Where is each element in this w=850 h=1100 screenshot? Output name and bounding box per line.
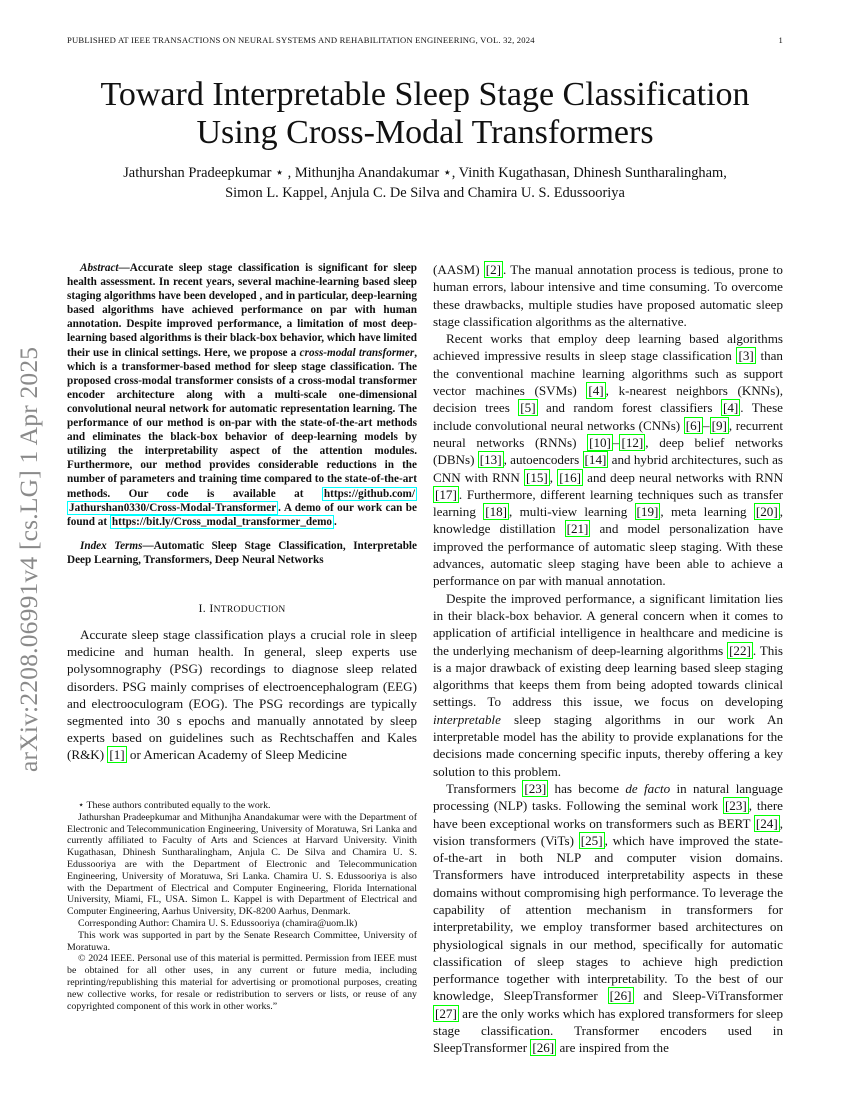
- paragraph-text: and Sleep-ViTransformer: [633, 988, 784, 1004]
- emphasis-text: interpretable: [433, 711, 501, 727]
- citation-link[interactable]: [14]: [584, 452, 607, 468]
- paragraph-text: , which have improved the state-of-the-art in both NLP and computer vision domains. Transformers have introduced interpretability aspects in these domains without compromising high performance. To leverage the capability of attention mechanism in transformers for interpretability, we employ transformer based architectures on physiological signals in our method, specifically for automatic classification of sleep stages to achieve high prediction performance together with interpretability. To the best of our knowledge, SleepTransformer: [433, 832, 783, 1004]
- paragraph-text: , knowledge distillation: [433, 504, 783, 537]
- paragraph-text: . This is a major drawback of existing deep learning based sleep staging algorithms that keeps them from being adopted towards clinical settings. To address this issue, we focus on developing: [433, 642, 784, 710]
- footnote-copyright: © 2024 IEEE. Personal use of this material is permitted. Permission from IEEE must be obtained for all other uses, in any current or future media, including reprinting/republishing this material for advertising or promotional purposes, creating new collective works, for resale or redistribution to servers or lists, or reuse of any copyrighted component of this work in other works.”: [67, 953, 417, 1012]
- paragraph-text: than the conventional machine learning algorithms such as support vector machines (SVMs): [433, 348, 783, 399]
- index-terms: [67, 539, 417, 567]
- citation-link[interactable]: [22]: [729, 642, 751, 658]
- footnote-equal-contribution: ⋆ These authors contributed equally to the work.: [78, 800, 271, 811]
- paragraph-text: ,: [549, 469, 558, 485]
- paragraph-text: and model personalization have improved the performance of automatic sleep staging. With these advances, automatic sleep staging have been able to achieve a performance on par with manual annotation.: [433, 521, 784, 589]
- paragraph-text: are the only works which has explored transformers for sleep stage classification. Transformer encoders used in SleepTransformer: [433, 1005, 783, 1056]
- citation-link[interactable]: [5]: [520, 400, 536, 416]
- citation-link[interactable]: [3]: [738, 348, 754, 364]
- paragraph-text: –: [703, 417, 710, 433]
- running-head: [67, 35, 783, 45]
- paragraph-text: , meta learning: [660, 504, 754, 520]
- paragraph-text: , multi-view learning: [509, 504, 635, 520]
- demo-link[interactable]: https://bit.ly/Cross_modal_transformer_demo: [111, 515, 333, 528]
- paragraph-text: in natural language processing (NLP) tasks. Following the seminal work: [433, 780, 783, 814]
- abstract-text: , which is a transformer-based method for sleep stage classification. The proposed cross-modal transformer consists of a cross-modal transformer encoder architecture along with a multi-scale one-dimensional convolutional neural network for automatic representation learning. The performance of our method is on-par with the state-of-the-art methods and eliminates the black-box behavior of deep-learning models by utilizing the interpretability aspect of the attention modules. Furthermore, our method provides considerable reductions in the number of parameters and training time compared to the state-of-the-art methods. Our code is available at: [67, 346, 418, 500]
- title-line-1: Toward Interpretable Sleep Stage Classification: [100, 76, 750, 113]
- code-link-part: Jathurshan0330/Cross-Modal-Transformer: [69, 501, 277, 514]
- footnote-funding: This work was supported in part by the Senate Research Committee, University of Moratuwa.: [67, 929, 417, 953]
- abstract: [67, 261, 417, 529]
- title-line-2: Using Cross-Modal Transformers: [196, 114, 654, 151]
- paragraph-text: (AASM): [433, 262, 484, 277]
- paragraph-text: and hybrid architectures, such as CNN with RNN: [433, 452, 783, 485]
- paragraph-text: , vision transformers (ViTs): [433, 815, 783, 848]
- paragraph-text: sleep staging algorithms in our work An interpretable model has the ability to provide explanations for the decisions made concerning specific inputs, thereby offering a key solution to this problem.: [433, 711, 783, 779]
- section-title-rest: NTRODUCTION: [213, 604, 286, 615]
- citation-link[interactable]: [19]: [636, 504, 659, 520]
- citation-link[interactable]: [15]: [525, 469, 548, 485]
- abstract-label: Abstract: [80, 262, 119, 274]
- citation-link[interactable]: [24]: [755, 815, 778, 831]
- citation-link[interactable]: [21]: [566, 521, 589, 537]
- authors-line-2: Simon L. Kappel, Anjula C. De Silva and Chamira U. S. Edussooriya: [225, 185, 625, 201]
- code-link-part: https://github.com/: [323, 487, 415, 500]
- footnote-corresponding-author: Corresponding Author: Chamira U. S. Edussooriya (chamira@uom.lk): [78, 917, 358, 929]
- paragraph-text: , k-nearest neighbors (KNNs), decision trees: [433, 383, 783, 416]
- paragraph-text: are inspired from the: [556, 1040, 669, 1056]
- citation-link[interactable]: [20]: [755, 504, 778, 520]
- abstract-text: —Accurate sleep stage classification is significant for sleep health assessment. In recent years, several machine-learning based sleep staging algorithms have been developed , and in particular, deep-learning based algorithms have achieved performance on par with human annotation. Despite improved performance, a limitation of most deep-learning based algorithms is their black-box behavior, which have limited their use in clinical settings. Here, we propose a: [67, 262, 417, 359]
- paragraph-text: and random forest classifiers: [537, 400, 721, 416]
- citation-link[interactable]: [26]: [532, 1040, 555, 1056]
- paragraph-text: has become: [548, 780, 626, 796]
- left-column: [67, 261, 417, 764]
- abstract-text: .: [334, 515, 337, 528]
- code-link[interactable]: [67, 501, 278, 515]
- paragraph-limitation: [433, 590, 783, 780]
- paragraph-text: . Furthermore, different learning techniques such as transfer learning: [433, 486, 783, 520]
- citation-link[interactable]: [12]: [621, 434, 644, 450]
- paragraph-text: Accurate sleep stage classification plays a crucial role in sleep medicine and human health. In general, sleep experts use polysomnography (PSG) recordings to diagnose sleep related disorders. PSG mainly comprises of electroencephalogram (EEG) and electrooculogram (EOG). The PSG recordings are typically segmented into 30 s epochs and manually annotated by sleep experts based on guidelines such as Rechtschaffen and Kales (R&K): [67, 626, 417, 763]
- footnotes: [67, 800, 417, 1012]
- citation-link[interactable]: [4]: [588, 383, 604, 399]
- citation-link[interactable]: [4]: [722, 400, 739, 416]
- paragraph-text: Despite the improved performance, a significant limitation lies in their black-box behavior. A general concern when it comes to application of artificial intelligence in healthcare and medicine is the underlying mechanism of deep-learning algorithms: [433, 590, 783, 658]
- paragraph-text: and deep neural networks with RNN: [583, 469, 784, 485]
- paper-title: [60, 76, 790, 152]
- paragraph-text: , recurrent neural networks (RNNs): [433, 417, 784, 450]
- section-initial: I: [209, 600, 214, 615]
- citation-link[interactable]: [26]: [609, 988, 632, 1004]
- footnote-affiliations: Jathurshan Pradeepkumar and Mithunjha Anandakumar were with the Department of Electronic and Telecommunication Engineering, University of Moratuwa, Sri Lanka and currently affiliated to Faculty of Arts and Sciences at Harvard University. Vinith Kugathasan, Dhinesh Suntharalingham, Anjula C. De Silva and Chamira U. S. Edussooriya are with the Department of Electronic and Telecommunication Engineering, University of Moratuwa, Sri Lanka. Chamira U. S. Edussooriya is also with the Department of Electrical and Computer Engineering, Florida International University, Miami, FL, USA. Simon L. Kappel is with Department of Electrical and Computer Engineering, Aarhus University, DK-8200 Aarhus, Denmark.: [67, 811, 417, 918]
- paragraph-text: , there have been exceptional works on transformers such as BERT: [433, 798, 783, 831]
- right-column: [433, 261, 783, 1057]
- author-list: [70, 163, 780, 203]
- paragraph-text: , autoencoders: [503, 452, 583, 468]
- citation-link[interactable]: [13]: [479, 452, 502, 468]
- intro-paragraph-1: [67, 626, 417, 764]
- running-head-text: PUBLISHED AT IEEE TRANSACTIONS ON NEURAL SYSTEMS AND REHABILITATION ENGINEERING, VOL. 32, 2024: [67, 35, 535, 45]
- code-link[interactable]: [322, 487, 417, 501]
- paragraph-transformers: [433, 780, 783, 1057]
- emphasis-text: de facto: [625, 780, 671, 796]
- citation-link[interactable]: [16]: [559, 469, 582, 485]
- paragraph-text: . These include convolutional neural networks (CNNs): [433, 400, 783, 433]
- section-number: I.: [198, 600, 210, 615]
- citation-link[interactable]: [2]: [485, 262, 502, 277]
- citation-link[interactable]: [23]: [724, 798, 747, 814]
- citation-link[interactable]: [25]: [580, 832, 603, 848]
- citation-link[interactable]: [18]: [485, 504, 508, 520]
- paragraph-text: –: [612, 434, 620, 450]
- authors-line-1: Jathurshan Pradeepkumar ⋆ , Mithunjha Anandakumar ⋆, Vinith Kugathasan, Dhinesh Suntharalingham,: [123, 165, 727, 181]
- citation-link[interactable]: [17]: [435, 486, 457, 502]
- section-heading-introduction: [67, 601, 417, 616]
- paragraph-text: or American Academy of Sleep Medicine: [126, 747, 347, 763]
- citation-link[interactable]: [1]: [109, 747, 125, 763]
- paragraph-text: . The manual annotation process is tedious, prone to human errors, labour intensive and time consuming. To overcome these drawbacks, multiple studies have proposed automatic sleep stage classification algorithms as the alternative.: [433, 262, 783, 329]
- paragraph-text: Transformers: [446, 780, 523, 796]
- paragraph-related-work: [433, 330, 783, 589]
- abstract-text: . A demo of our work can be found at: [67, 501, 417, 528]
- citation-link[interactable]: [6]: [685, 417, 702, 433]
- citation-link[interactable]: [27]: [435, 1005, 457, 1021]
- index-terms-label: Index Terms: [80, 539, 143, 552]
- citation-link[interactable]: [23]: [524, 780, 547, 796]
- paragraph-text: , deep belief networks (DBNs): [433, 434, 784, 468]
- page-number: 1: [778, 35, 783, 45]
- abstract-emphasis: cross-modal transformer: [299, 346, 415, 359]
- index-terms-text: —Automatic Sleep Stage Classification, Interpretable Deep Learning, Transformers, Deep Neural Networks: [67, 539, 417, 566]
- citation-link[interactable]: [10]: [589, 434, 611, 450]
- citation-link[interactable]: [9]: [711, 417, 727, 433]
- paragraph-continued: [433, 261, 783, 330]
- arxiv-watermark: arXiv:2208.06991v4 [cs.LG] 1 Apr 2025: [14, 346, 43, 772]
- paragraph-text: Recent works that employ deep learning based algorithms achieved impressive results in sleep stage classification: [433, 331, 783, 364]
